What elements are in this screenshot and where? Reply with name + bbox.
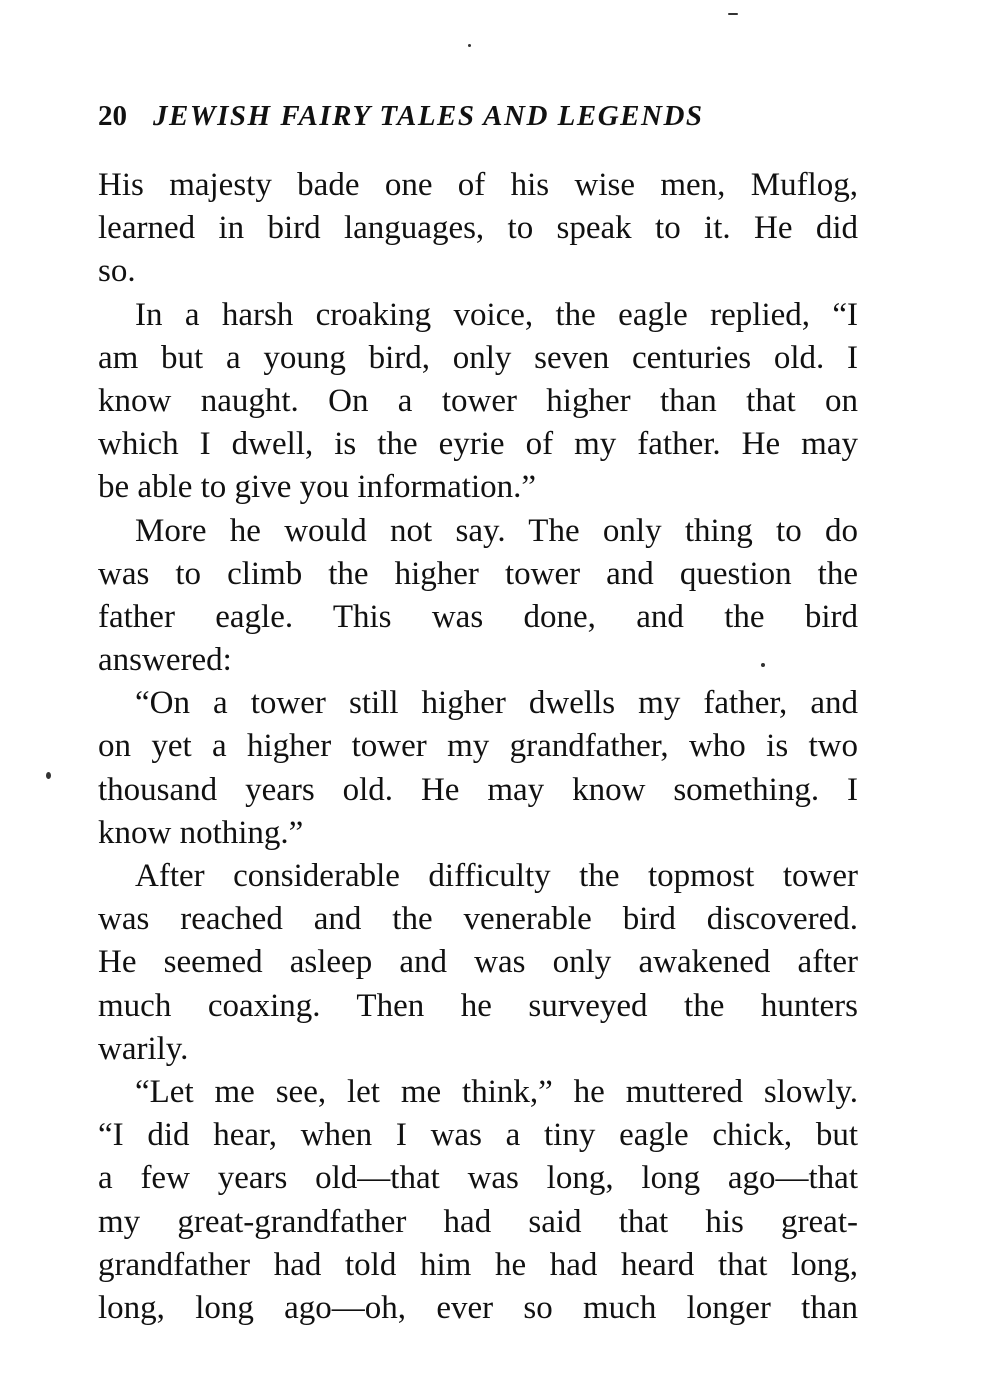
text-line: on yet a higher tower my grandfather, who is two <box>98 728 858 765</box>
scan-speck <box>46 772 51 779</box>
page-number: 20 <box>98 100 127 132</box>
text-line: warily. <box>98 1030 189 1067</box>
text-line: long, long ago—oh, ever so much longer than <box>98 1289 858 1326</box>
text-line: was to climb the higher tower and question the <box>98 555 858 592</box>
text-line: thousand years old. He may know something. I <box>98 771 858 808</box>
text-line: know naught. On a tower higher than that on <box>98 382 858 419</box>
body-text <box>98 164 858 1330</box>
text-line: be able to give you information.” <box>98 469 537 506</box>
text-line: father eagle. This was done, and the bird <box>98 598 858 635</box>
text-line: His majesty bade one of his wise men, Muflog, <box>98 167 858 203</box>
text-line: learned in bird languages, to speak to it. He did <box>98 210 858 247</box>
paragraph-first-line: “Let me see, let me think,” he muttered slowly. <box>135 1073 858 1110</box>
paragraph-first-line: After considerable difficulty the topmost tower <box>135 858 858 894</box>
paragraph-first-line: “On a tower still higher dwells my father, and <box>135 685 858 722</box>
text-line: know nothing.” <box>98 814 304 851</box>
text-line: much coaxing. Then he surveyed the hunters <box>98 987 858 1024</box>
text-line: my great-grandfather had said that his great- <box>98 1203 858 1240</box>
text-line: so. <box>98 253 136 290</box>
text-line: am but a young bird, only seven centuries old. I <box>98 339 858 376</box>
scan-speck <box>468 44 471 47</box>
text-line: answered: <box>98 642 232 679</box>
text-line: grandfather had told him he had heard that long, <box>98 1246 858 1283</box>
text-line: a few years old—that was long, long ago—that <box>98 1160 858 1197</box>
scan-speck <box>728 13 738 15</box>
text-line: He seemed asleep and was only awakened after <box>98 944 858 981</box>
text-line: “I did hear, when I was a tiny eagle chick, but <box>98 1117 858 1154</box>
book-title-header: JEWISH FAIRY TALES AND LEGENDS <box>153 100 704 132</box>
text-line: was reached and the venerable bird discovered. <box>98 901 858 938</box>
paragraph-first-line: More he would not say. The only thing to do <box>135 512 858 549</box>
text-line: which I dwell, is the eyrie of my father. He may <box>98 426 858 463</box>
running-head <box>98 96 858 136</box>
paragraph-first-line: In a harsh croaking voice, the eagle replied, “I <box>135 296 858 333</box>
scan-speck <box>761 663 765 667</box>
